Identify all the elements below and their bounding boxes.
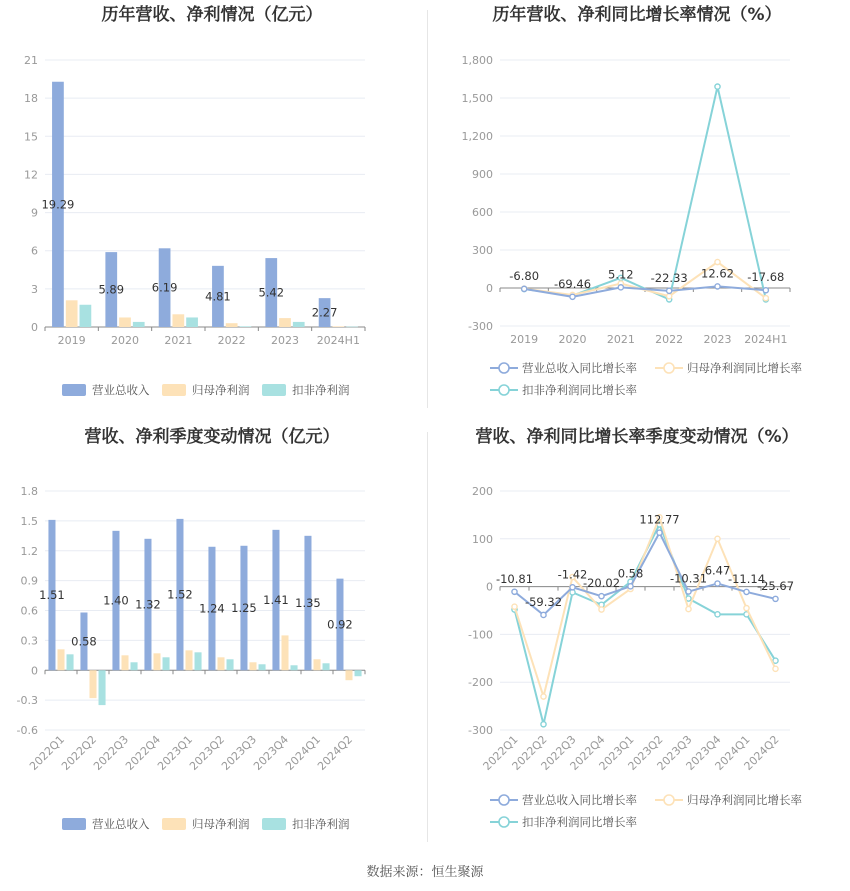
legend-swatch [62, 384, 86, 396]
divider-bottom [427, 432, 428, 842]
data-label: 6.47 [704, 563, 731, 578]
x-tick-label: 2022 [217, 334, 246, 347]
data-label: 5.12 [608, 267, 634, 282]
chart-title: 营收、净利同比增长率季度变动情况（%） [475, 427, 799, 447]
data-label: 4.81 [205, 289, 231, 304]
x-tick-label: 2024Q1 [712, 732, 753, 773]
bar [259, 664, 266, 670]
annual-growth-panel [425, 0, 850, 430]
y-tick-label: 1,200 [461, 130, 493, 143]
chart-title: 历年营收、净利情况（亿元） [101, 5, 323, 25]
y-tick-label: -0.6 [16, 724, 38, 737]
data-label: -22.33 [650, 270, 688, 285]
data-point [715, 84, 720, 89]
data-point [541, 694, 546, 699]
data-label: 6.19 [151, 280, 178, 295]
x-tick-label: 2022Q4 [567, 732, 608, 773]
x-tick-label: 2023Q3 [654, 732, 695, 773]
legend-label: 营业总收入 [92, 383, 150, 397]
data-point [773, 596, 778, 601]
y-tick-label: -300 [468, 320, 493, 333]
y-tick-label: 1.8 [20, 485, 38, 498]
bar [99, 670, 106, 705]
x-tick-label: 2019 [510, 333, 539, 346]
data-label: -25.67 [756, 578, 795, 593]
bar [345, 670, 352, 680]
data-point [715, 259, 720, 264]
data-label: 1.52 [167, 587, 193, 602]
legend-swatch [162, 818, 186, 830]
x-tick-label: 2022Q1 [27, 732, 68, 773]
bar [291, 665, 298, 670]
x-tick-label: 2021 [606, 333, 635, 346]
x-tick-label: 2023 [703, 333, 732, 346]
legend-label: 营业总收入同比增长率 [522, 361, 637, 375]
legend-label: 归母净利润同比增长率 [687, 793, 802, 807]
bar [313, 659, 320, 670]
y-tick-label: 9 [31, 206, 38, 220]
bar [227, 659, 234, 670]
bar [240, 326, 252, 327]
quarterly-growth-panel [425, 422, 850, 852]
bar [355, 670, 362, 676]
bar [346, 327, 358, 328]
y-tick-label: 3 [31, 282, 38, 296]
legend-marker [499, 363, 509, 373]
data-point [686, 589, 691, 594]
y-tick-label: 0 [31, 664, 38, 678]
legend-marker [499, 817, 509, 827]
y-tick-label: 100 [472, 532, 493, 546]
data-point [763, 288, 768, 293]
data-point [522, 286, 527, 291]
x-tick-label: 2024Q2 [315, 732, 356, 773]
data-point [667, 288, 672, 293]
y-tick-label: 12 [24, 168, 38, 182]
data-label: -59.32 [524, 594, 563, 609]
bar [121, 655, 128, 670]
x-tick-label: 2022Q2 [59, 732, 100, 773]
bar [332, 326, 344, 327]
bar [249, 662, 256, 670]
data-label: 12.62 [701, 266, 734, 281]
y-tick-label: 21 [24, 54, 38, 67]
data-point [570, 585, 575, 590]
data-point [744, 589, 749, 594]
bar [153, 653, 160, 670]
y-tick-label: 300 [472, 244, 493, 257]
bar [89, 670, 96, 698]
bar [293, 322, 305, 327]
data-source-label: 数据来源：恒生聚源 [366, 865, 484, 880]
x-tick-label: 2024Q2 [741, 732, 782, 773]
bar [279, 318, 291, 327]
legend-label: 营业总收入 [92, 817, 150, 831]
bar [57, 649, 64, 670]
y-tick-label: 1.2 [20, 544, 38, 558]
data-label: 1.51 [39, 588, 65, 603]
x-tick-label: 2022Q4 [123, 732, 164, 773]
x-tick-label: 2023 [271, 334, 299, 347]
x-tick-label: 2019 [57, 334, 86, 347]
data-label: -69.46 [553, 276, 592, 291]
y-tick-label: 6 [31, 244, 38, 258]
data-point [763, 296, 768, 301]
chart-title: 历年营收、净利同比增长率情况（%） [492, 5, 782, 25]
x-tick-label: 2022Q3 [91, 732, 132, 773]
legend-marker [664, 795, 674, 805]
data-point [667, 294, 672, 299]
data-point [657, 530, 662, 535]
y-tick-label: -300 [468, 724, 493, 737]
y-tick-label: 0.6 [20, 604, 38, 618]
legend-marker [499, 385, 509, 395]
data-label: 1.24 [199, 601, 225, 616]
data-point [512, 589, 517, 594]
legend-swatch [62, 818, 86, 830]
y-tick-label: 0.9 [20, 574, 38, 588]
y-tick-label: 0 [486, 580, 493, 594]
x-tick-label: 2024H1 [316, 334, 360, 347]
data-point [773, 658, 778, 663]
data-label: 5.42 [258, 285, 285, 300]
y-tick-label: 200 [472, 485, 493, 498]
data-label: 0.58 [617, 566, 644, 581]
data-point [686, 606, 691, 611]
x-tick-label: 2024Q1 [283, 732, 324, 773]
data-label: 1.41 [263, 593, 289, 608]
x-tick-label: 2023Q2 [187, 732, 228, 773]
y-tick-label: 0 [31, 321, 38, 334]
data-label: 112.77 [639, 512, 680, 527]
x-tick-label: 2024H1 [744, 333, 788, 346]
x-tick-label: 2023Q4 [251, 732, 292, 773]
y-tick-label: 1,500 [461, 92, 493, 105]
data-point [744, 606, 749, 611]
legend-label: 扣非净利润同比增长率 [522, 815, 637, 829]
legend-swatch [262, 818, 286, 830]
x-tick-label: 2022Q3 [538, 732, 579, 773]
bar [119, 317, 131, 327]
bar [131, 662, 138, 670]
y-tick-label: -100 [468, 628, 493, 642]
legend-label: 归母净利润 [192, 817, 250, 831]
legend-label: 归母净利润同比增长率 [687, 361, 802, 375]
data-label: 19.29 [41, 197, 75, 212]
x-tick-label: 2020 [558, 333, 587, 346]
data-point [599, 607, 604, 612]
annual-growth-chart [425, 0, 850, 430]
quarterly-revenue-profit-panel [0, 422, 425, 852]
legend-label: 营业总收入同比增长率 [522, 793, 637, 807]
legend-swatch [262, 384, 286, 396]
annual-revenue-profit-panel [0, 0, 425, 430]
y-tick-label: 1,800 [461, 54, 493, 67]
data-point [512, 604, 517, 609]
legend-label: 扣非净利润 [292, 817, 350, 831]
legend-marker [499, 795, 509, 805]
y-tick-label: -200 [468, 676, 493, 690]
bar [172, 314, 184, 327]
data-point [715, 284, 720, 289]
data-label: -6.80 [509, 268, 540, 283]
data-point [715, 612, 720, 617]
y-tick-label: 18 [24, 92, 38, 106]
legend-swatch [162, 384, 186, 396]
y-tick-label: 0 [486, 282, 493, 295]
data-label: -11.14 [727, 571, 766, 586]
quarterly-growth-chart [425, 422, 850, 852]
data-label: 2.27 [311, 305, 338, 320]
bar [217, 657, 224, 670]
y-tick-label: 1.5 [20, 514, 38, 528]
data-label: 5.89 [98, 282, 125, 297]
quarterly-revenue-profit-chart [0, 422, 425, 852]
bar [226, 323, 238, 327]
divider-top [427, 10, 428, 408]
x-tick-label: 2023Q1 [155, 732, 196, 773]
bar [163, 657, 170, 670]
legend-label: 扣非净利润 [292, 383, 350, 397]
x-tick-label: 2020 [111, 334, 139, 347]
data-point [599, 594, 604, 599]
data-point [628, 584, 633, 589]
y-tick-label: 15 [24, 130, 38, 144]
x-tick-label: 2023Q2 [625, 732, 666, 773]
bar [133, 322, 145, 327]
data-point [570, 294, 575, 299]
data-label: -10.31 [669, 571, 708, 586]
legend-label: 扣非净利润同比增长率 [522, 383, 637, 397]
bar [195, 652, 202, 670]
y-tick-label: -0.3 [16, 694, 38, 708]
data-point [715, 536, 720, 541]
x-tick-label: 2022 [655, 333, 684, 346]
data-point [541, 722, 546, 727]
data-point [773, 666, 778, 671]
x-tick-label: 2023Q1 [596, 732, 637, 773]
legend-marker [664, 363, 674, 373]
data-point [618, 285, 623, 290]
legend-label: 归母净利润 [192, 383, 250, 397]
data-point [541, 612, 546, 617]
x-tick-label: 2022Q2 [509, 732, 550, 773]
x-tick-label: 2023Q3 [219, 732, 260, 773]
bar [281, 635, 288, 670]
data-point [715, 581, 720, 586]
x-tick-label: 2021 [164, 334, 193, 347]
annual-revenue-profit-chart [0, 0, 425, 430]
bar [66, 300, 78, 327]
data-label: 1.25 [231, 601, 257, 616]
bar [67, 654, 74, 670]
chart-title: 营收、净利季度变动情况（亿元） [84, 427, 340, 447]
data-label: -10.81 [495, 571, 534, 586]
data-label: -17.68 [747, 270, 785, 285]
bar [186, 317, 198, 327]
data-label: 1.32 [135, 597, 161, 612]
y-tick-label: 600 [472, 206, 493, 219]
bar [323, 663, 330, 670]
bar [80, 305, 92, 327]
data-label: -1.42 [557, 567, 588, 582]
x-tick-label: 2023Q4 [683, 732, 724, 773]
data-label: 0.58 [71, 634, 97, 649]
y-tick-label: 0.3 [20, 634, 38, 648]
data-label: 0.92 [327, 617, 353, 632]
y-tick-label: 900 [472, 168, 493, 181]
data-label: 1.35 [295, 596, 321, 611]
data-label: 1.40 [103, 593, 129, 608]
bar [185, 650, 192, 670]
x-tick-label: 2022Q1 [480, 732, 521, 773]
data-label: -20.02 [582, 576, 621, 591]
